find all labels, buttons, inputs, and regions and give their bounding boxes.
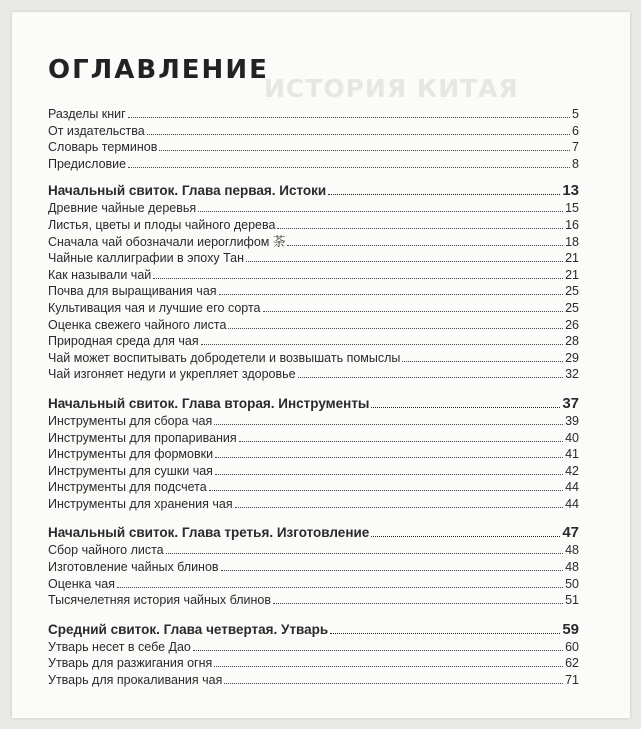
entry-title: Оценка чая — [48, 576, 115, 591]
entry-title: Утварь несет в себе Дао — [48, 639, 191, 654]
entry-page-number: 8 — [572, 156, 579, 171]
dot-leader — [201, 344, 563, 345]
chapter-heading-title: Средний свиток. Глава четвертая. Утварь — [48, 621, 329, 637]
chapter-heading — [48, 182, 579, 200]
section-spacer — [48, 383, 579, 395]
dot-leader — [287, 245, 563, 246]
toc-entry — [48, 446, 579, 463]
chapter-page-number: 47 — [562, 524, 579, 542]
toc-entry — [48, 576, 579, 593]
entry-title: Чайные каллиграфии в эпоху Тан — [48, 251, 245, 266]
toc-entry — [48, 479, 579, 496]
entry-page-number: 25 — [565, 284, 579, 299]
dot-leader — [147, 134, 570, 135]
entry-title: Чай изгоняет недуги и укрепляет здоровье — [48, 367, 296, 382]
page-title: ОГЛАВЛЕНИЕ — [48, 55, 269, 85]
chapter-section — [48, 383, 579, 513]
entry-title: Предисловие — [48, 156, 127, 171]
chapter-sections — [48, 172, 579, 688]
chapter-heading-title: Начальный свиток. Глава вторая. Инструменты — [48, 395, 370, 411]
chapter-page-number: 59 — [562, 620, 579, 638]
toc-entry — [48, 267, 579, 284]
chapter-section — [48, 512, 579, 608]
chapter-heading-title: Начальный свиток. Глава третья. Изготовление — [48, 525, 370, 541]
dot-leader — [228, 328, 563, 329]
dot-leader — [193, 650, 563, 651]
toc-entry — [48, 250, 579, 267]
dot-leader — [159, 150, 570, 151]
book-page — [12, 12, 630, 718]
entry-title: Утварь для разжигания огня — [48, 656, 213, 671]
dot-leader — [277, 228, 563, 229]
chapter-page-number: 37 — [562, 394, 579, 412]
dot-leader — [371, 536, 560, 537]
toc-entry — [48, 200, 579, 217]
entry-title: Культивация чая и лучшие его сорта — [48, 300, 261, 315]
entry-title: Инструменты для пропаривания — [48, 430, 237, 445]
entry-page-number: 48 — [565, 543, 579, 558]
dot-leader — [235, 507, 563, 508]
toc-entry — [48, 496, 579, 513]
dot-leader — [128, 167, 570, 168]
entry-page-number: 39 — [565, 413, 579, 428]
dot-leader — [224, 683, 563, 684]
table-of-contents — [48, 106, 579, 689]
entry-page-number: 50 — [565, 576, 579, 591]
toc-entry — [48, 463, 579, 480]
entry-page-number: 7 — [572, 140, 579, 155]
chapter-heading — [48, 395, 579, 413]
toc-entry — [48, 106, 579, 123]
entry-title: Древние чайные деревья — [48, 201, 197, 216]
entry-title: Словарь терминов — [48, 140, 158, 155]
dot-leader — [117, 587, 563, 588]
toc-entry — [48, 366, 579, 383]
dot-leader — [371, 407, 560, 408]
entry-title: Инструменты для формовки — [48, 447, 214, 462]
dot-leader — [221, 570, 564, 571]
dot-leader — [209, 490, 563, 491]
toc-entry — [48, 559, 579, 576]
entry-page-number: 41 — [565, 447, 579, 462]
entry-title: Инструменты для подсчета — [48, 480, 207, 495]
toc-entry — [48, 413, 579, 430]
toc-entry — [48, 592, 579, 609]
entry-title: Природная среда для чая — [48, 334, 199, 349]
toc-entry — [48, 283, 579, 300]
section-spacer — [48, 512, 579, 524]
dot-leader — [215, 457, 563, 458]
entry-title: Изготовление чайных блинов — [48, 560, 219, 575]
toc-entry — [48, 672, 579, 689]
entry-title: Утварь для прокаливания чая — [48, 673, 223, 688]
toc-entry — [48, 430, 579, 447]
chapter-section — [48, 609, 579, 689]
dot-leader — [402, 361, 563, 362]
entry-page-number: 5 — [572, 107, 579, 121]
entry-title: Инструменты для хранения чая — [48, 496, 233, 511]
dot-leader — [328, 194, 560, 195]
dot-leader — [198, 211, 563, 212]
toc-entry — [48, 655, 579, 672]
entry-title: Сначала чай обозначали иероглифом 荼 — [48, 234, 286, 249]
entry-title: От издательства — [48, 123, 145, 138]
entry-page-number: 71 — [565, 673, 579, 688]
entry-page-number: 42 — [565, 463, 579, 478]
chapter-heading — [48, 621, 579, 639]
toc-entry — [48, 139, 579, 156]
toc-entry — [48, 217, 579, 234]
toc-entry — [48, 300, 579, 317]
entry-title: Разделы книг — [48, 107, 126, 121]
entry-page-number: 62 — [565, 656, 579, 671]
dot-leader — [246, 261, 563, 262]
entry-title: Оценка свежего чайного листа — [48, 317, 227, 332]
entry-page-number: 15 — [565, 201, 579, 216]
entry-page-number: 32 — [565, 367, 579, 382]
section-spacer — [48, 172, 579, 182]
entry-title: Как называли чай — [48, 267, 152, 282]
dot-leader — [215, 474, 563, 475]
entry-page-number: 26 — [565, 317, 579, 332]
toc-entry — [48, 234, 579, 251]
toc-entry — [48, 542, 579, 559]
entry-page-number: 21 — [565, 251, 579, 266]
dot-leader — [214, 666, 563, 667]
entry-page-number: 18 — [565, 234, 579, 249]
entry-page-number: 51 — [565, 593, 579, 608]
entry-page-number: 28 — [565, 334, 579, 349]
toc-entry — [48, 123, 579, 140]
entry-page-number: 60 — [565, 639, 579, 654]
dot-leader — [128, 117, 570, 118]
entry-page-number: 25 — [565, 300, 579, 315]
front-matter-list — [48, 106, 579, 172]
dot-leader — [153, 278, 563, 279]
entry-page-number: 44 — [565, 496, 579, 511]
dot-leader — [166, 553, 563, 554]
dot-leader — [273, 603, 563, 604]
chapter-heading — [48, 524, 579, 542]
chapter-page-number: 13 — [562, 182, 579, 200]
dot-leader — [239, 441, 563, 442]
entry-title: Листья, цветы и плоды чайного дерева — [48, 217, 276, 232]
entry-page-number: 6 — [572, 123, 579, 138]
entry-title: Почва для выращивания чая — [48, 284, 217, 299]
entry-page-number: 21 — [565, 267, 579, 282]
entry-page-number: 16 — [565, 217, 579, 232]
toc-entry — [48, 156, 579, 173]
dot-leader — [214, 424, 563, 425]
chapter-section — [48, 172, 579, 383]
dot-leader — [219, 294, 564, 295]
toc-entry — [48, 350, 579, 367]
toc-entry — [48, 333, 579, 350]
entry-page-number: 29 — [565, 350, 579, 365]
toc-entry — [48, 639, 579, 656]
entry-page-number: 40 — [565, 430, 579, 445]
dot-leader — [330, 633, 560, 634]
entry-title: Инструменты для сушки чая — [48, 463, 213, 478]
toc-entry — [48, 317, 579, 334]
dot-leader — [298, 377, 564, 378]
bleed-through-title: ИСТОРИЯ КИТАЯ — [264, 74, 519, 103]
entry-title: Инструменты для сбора чая — [48, 413, 213, 428]
section-spacer — [48, 609, 579, 621]
entry-title: Сбор чайного листа — [48, 543, 164, 558]
entry-title: Тысячелетняя история чайных блинов — [48, 593, 271, 608]
chapter-heading-title: Начальный свиток. Глава первая. Истоки — [48, 183, 327, 199]
entry-page-number: 44 — [565, 480, 579, 495]
entry-page-number: 48 — [565, 560, 579, 575]
entry-title: Чай может воспитывать добродетели и возвышать помыслы — [48, 350, 401, 365]
dot-leader — [263, 311, 564, 312]
